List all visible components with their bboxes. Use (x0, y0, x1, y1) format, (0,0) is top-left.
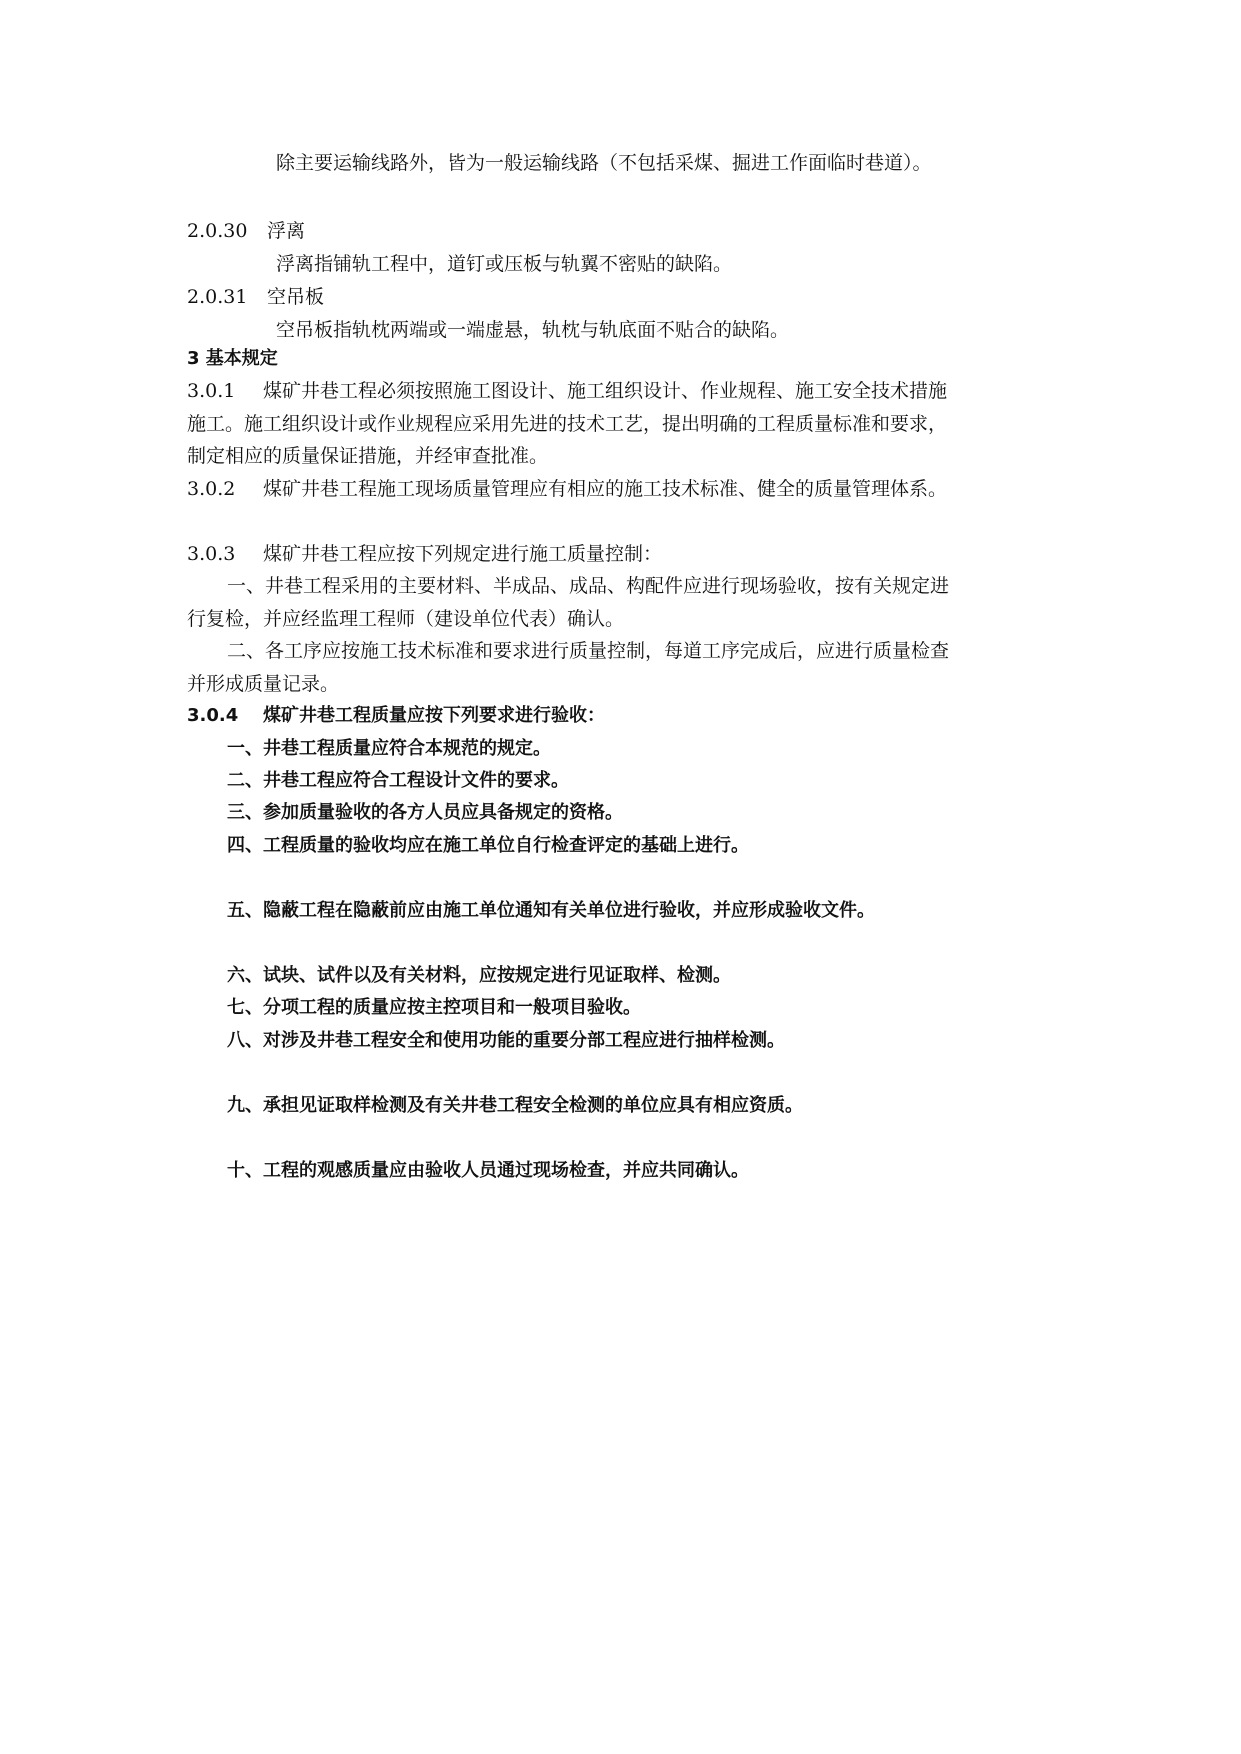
list-item: 一、井巷工程质量应符合本规范的规定。 (227, 738, 551, 759)
clause-text: 施工。施工组织设计或作业规程应采用先进的技术工艺，提出明确的工程质量标准和要求， (187, 413, 948, 435)
list-item: 四、工程质量的验收均应在施工单位自行检查评定的基础上进行。 (227, 835, 749, 856)
clause-text: 煤矿井巷工程质量应按下列要求进行验收： (263, 705, 605, 726)
intro-text: 除主要运输线路外，皆为一般运输线路（不包括采煤、掘进工作面临时巷道）。 (276, 152, 932, 174)
paragraph-line: 并形成质量记录。 (187, 673, 340, 695)
clause-3-0-4 (187, 703, 605, 729)
list-item: 二、井巷工程应符合工程设计文件的要求。 (227, 770, 569, 791)
clause-3-0-2 (187, 476, 947, 502)
list-item: 五、隐蔽工程在隐蔽前应由施工单位通知有关单位进行验收，并应形成验收文件。 (227, 900, 875, 921)
list-item: 九、承担见证取样检测及有关井巷工程安全检测的单位应具有相应资质。 (227, 1095, 803, 1116)
paragraph-line: 一、井巷工程采用的主要材料、半成品、成品、构配件应进行现场验收，按有关规定进 (227, 575, 950, 597)
term-title: 浮离 (267, 220, 306, 242)
term-title: 空吊板 (267, 286, 325, 308)
list-item: 三、参加质量验收的各方人员应具备规定的资格。 (227, 802, 623, 823)
term-number: 2.0.30 (187, 220, 248, 242)
list-item: 六、试块、试件以及有关材料，应按规定进行见证取样、检测。 (227, 965, 731, 986)
clause-number: 3.0.3 (187, 543, 236, 565)
clause-3-0-3 (187, 541, 662, 567)
clause-text: 制定相应的质量保证措施，并经审查批准。 (187, 445, 549, 467)
section-heading: 3 基本规定 (187, 348, 278, 369)
clause-text: 煤矿井巷工程应按下列规定进行施工质量控制： (263, 543, 663, 565)
term-2-0-31 (187, 284, 324, 310)
clause-3-0-1 (187, 378, 947, 404)
clause-text: 煤矿井巷工程必须按照施工图设计、施工组织设计、作业规程、施工安全技术措施 (263, 380, 948, 402)
clause-number: 3.0.2 (187, 478, 236, 500)
clause-number: 3.0.1 (187, 380, 236, 402)
term-definition: 浮离指铺轨工程中，道钉或压板与轨翼不密贴的缺陷。 (276, 253, 733, 275)
list-item: 八、对涉及井巷工程安全和使用功能的重要分部工程应进行抽样检测。 (227, 1030, 785, 1051)
term-2-0-30 (187, 218, 305, 244)
clause-text: 煤矿井巷工程施工现场质量管理应有相应的施工技术标准、健全的质量管理体系。 (263, 478, 948, 500)
paragraph-line: 二、各工序应按施工技术标准和要求进行质量控制，每道工序完成后，应进行质量检查 (227, 640, 950, 662)
paragraph-line: 行复检，并应经监理工程师（建设单位代表）确认。 (187, 608, 625, 630)
term-definition: 空吊板指轨枕两端或一端虚悬，轨枕与轨底面不贴合的缺陷。 (276, 319, 790, 341)
term-number: 2.0.31 (187, 286, 248, 308)
clause-number: 3.0.4 (187, 705, 239, 726)
list-item: 七、分项工程的质量应按主控项目和一般项目验收。 (227, 997, 641, 1018)
list-item: 十、工程的观感质量应由验收人员通过现场检查，并应共同确认。 (227, 1160, 749, 1181)
